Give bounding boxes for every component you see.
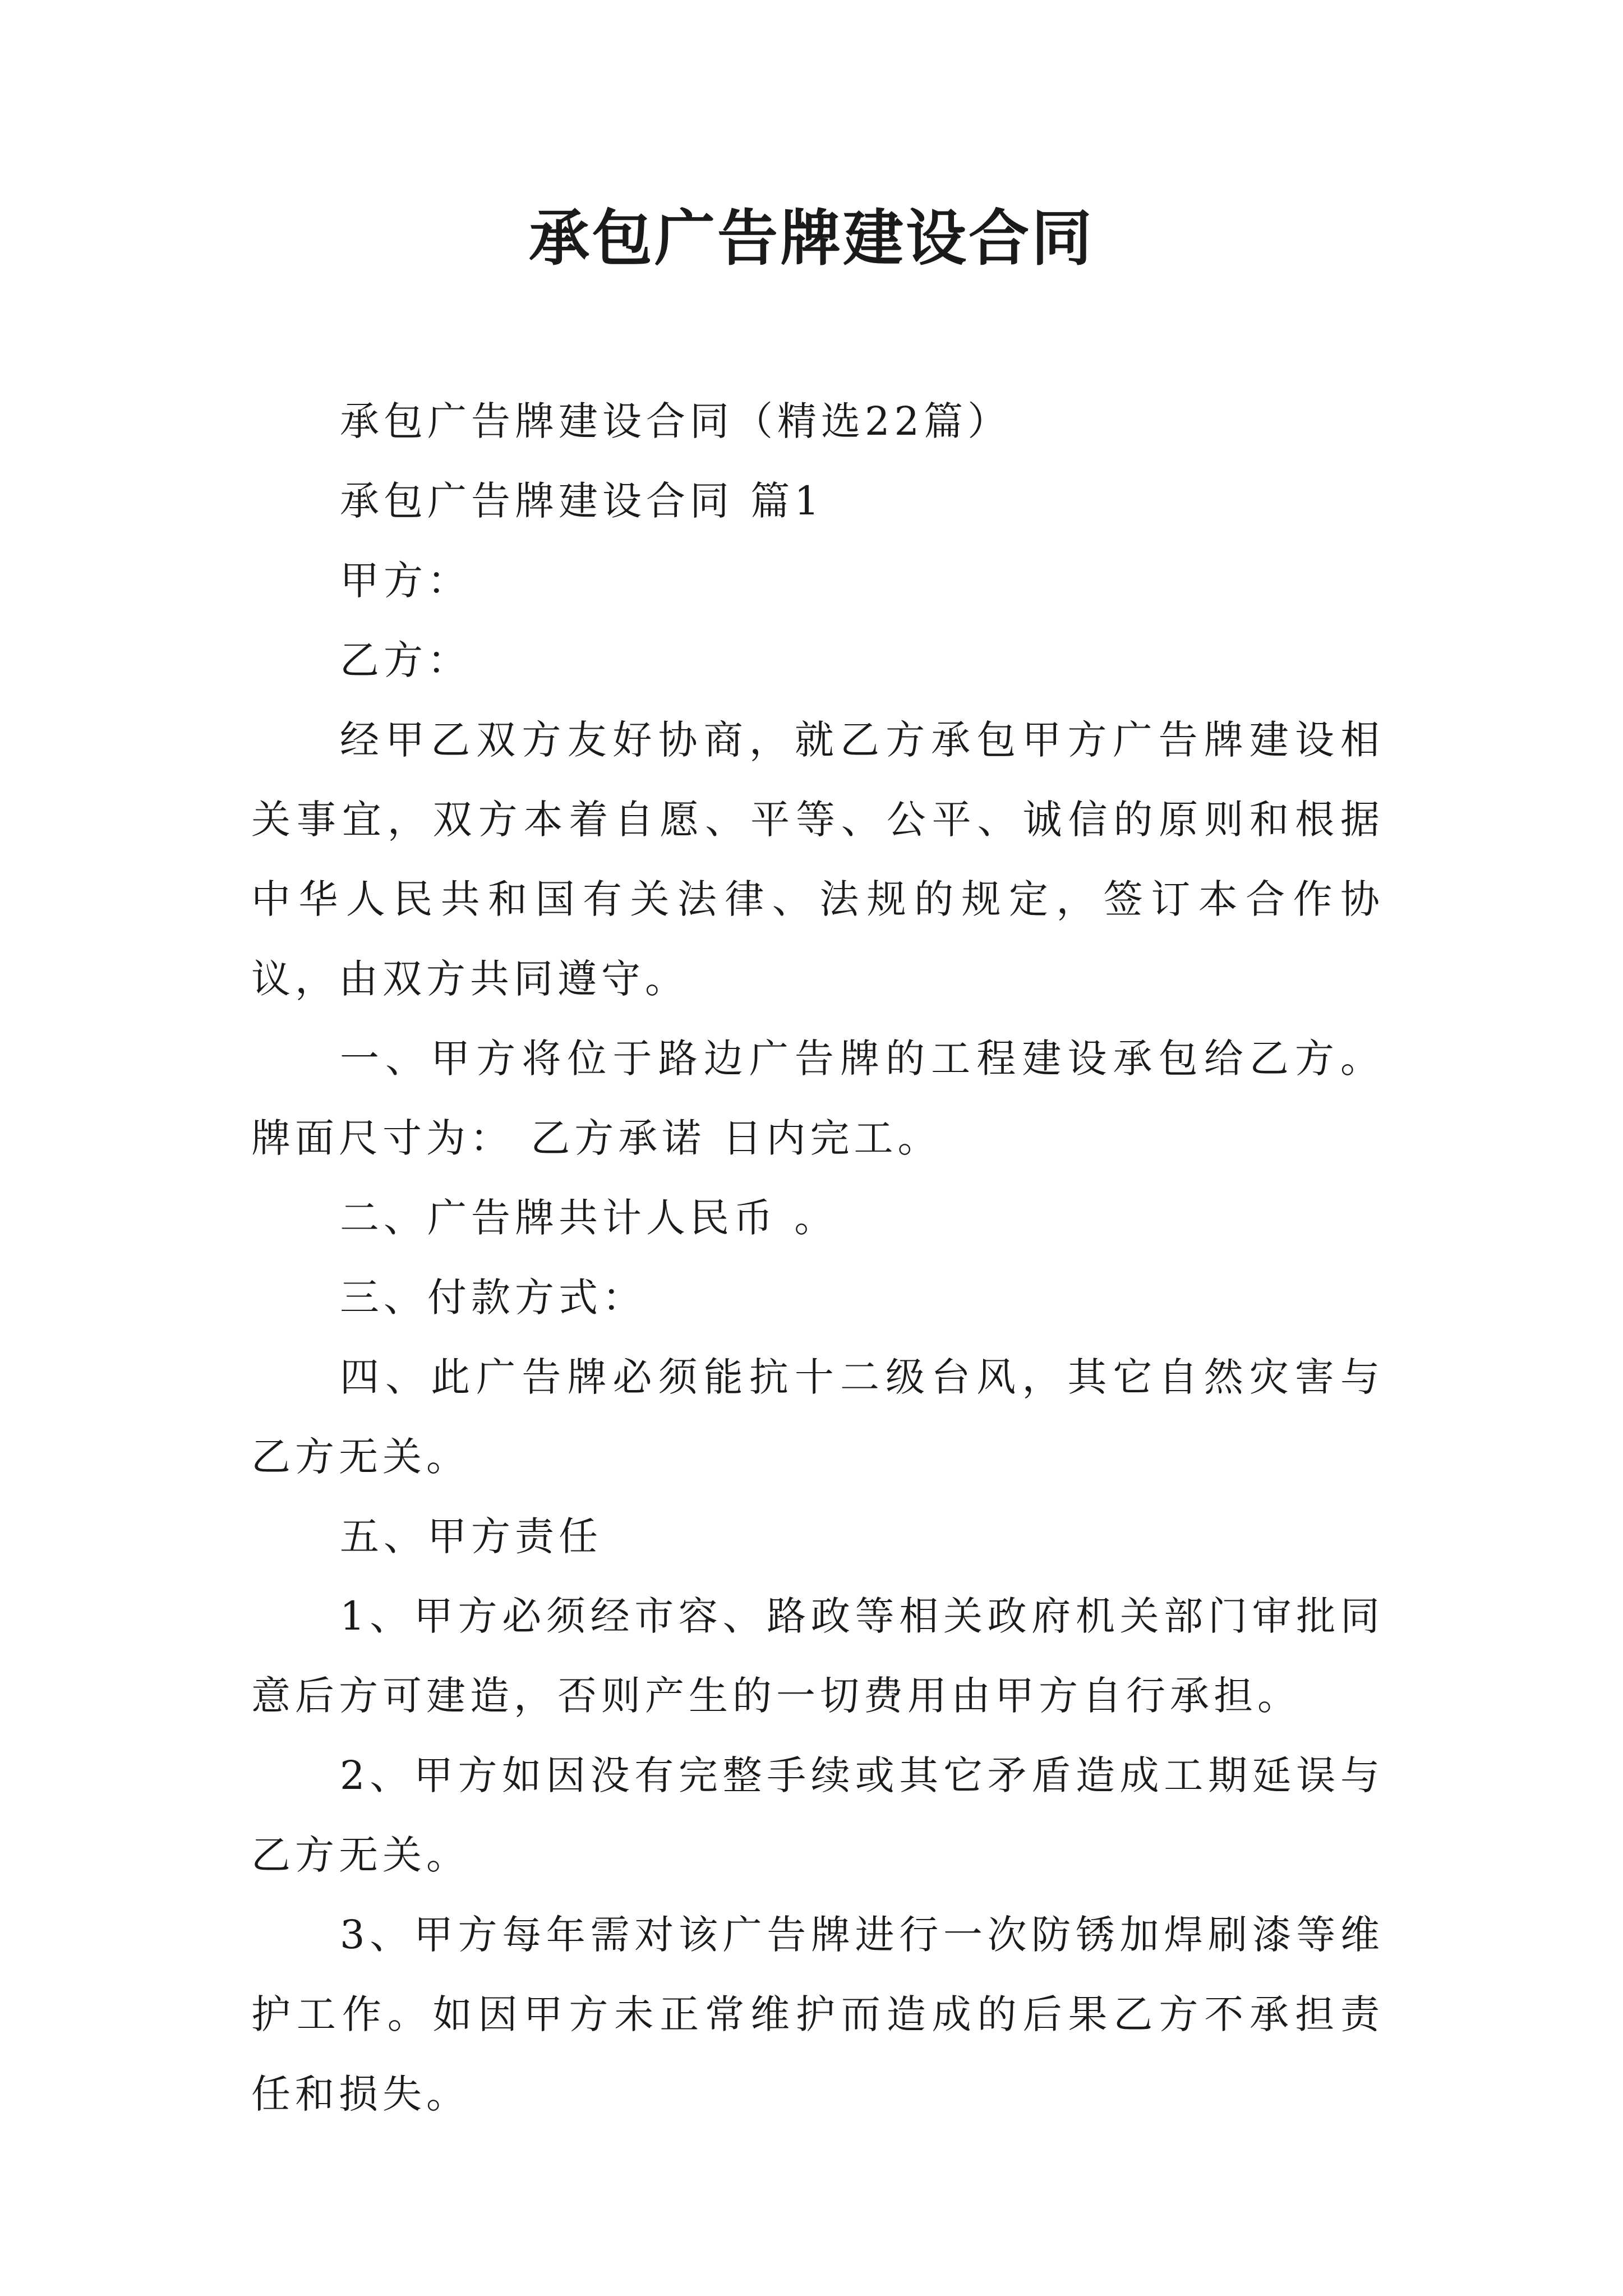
document-title: 承包广告牌建设合同 (528, 203, 1094, 274)
party-b-line: 乙方： (340, 637, 471, 683)
clause-5-item-2: 2、甲方如因没有完整手续或其它矛盾造成工期延误与乙方无关。 (251, 1752, 1384, 1878)
clause-5-heading: 五、甲方责任 (340, 1513, 602, 1559)
clause-5-item-1: 1、甲方必须经市容、路政等相关政府机关部门审批同意后方可建造，否则产生的一切费用由甲方自行承担。 (251, 1593, 1384, 1719)
preamble-paragraph: 经甲乙双方友好协商，就乙方承包甲方广告牌建设相关事宜，双方本着自愿、平等、公平、诚信的原则和根据中华人民共和国有关法律、法规的规定，签订本合作协议，由双方共同遵守。 (251, 717, 1384, 1002)
clause-2: 二、广告牌共计人民币 。 (340, 1195, 838, 1241)
clause-1: 一、甲方将位于路边广告牌的工程建设承包给乙方。牌面尺寸为： 乙方承诺 日内完工。 (251, 1036, 1384, 1161)
party-a-line: 甲方： (340, 558, 471, 604)
doc-subtitle: 承包广告牌建设合同（精选22篇） (340, 398, 1012, 444)
clause-4: 四、此广告牌必须能抗十二级台风，其它自然灾害与乙方无关。 (251, 1354, 1384, 1480)
clause-5-item-3: 3、甲方每年需对该广告牌进行一次防锈加焊刷漆等维护工作。如因甲方未正常维护而造成的后果乙方不承担责任和损失。 (251, 1912, 1384, 2117)
section-heading: 承包广告牌建设合同 篇1 (340, 478, 824, 524)
clause-3: 三、付款方式： (340, 1274, 646, 1320)
document-body (251, 381, 1384, 2134)
